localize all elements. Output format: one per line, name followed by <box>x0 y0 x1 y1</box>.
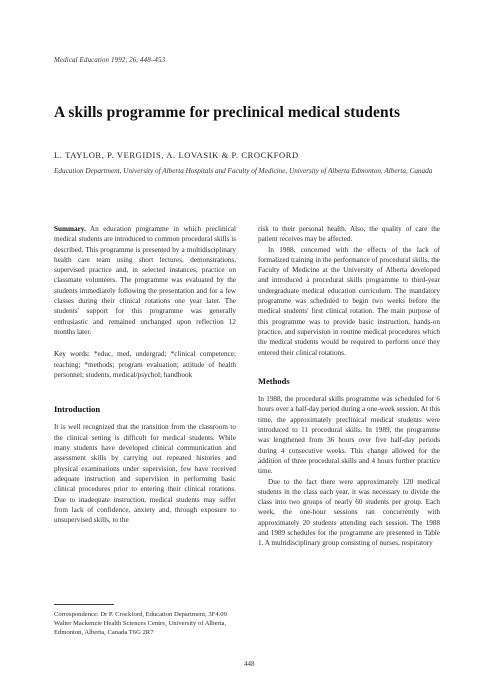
author-affiliation: Education Department, University of Alberta Hospitals and Faculty of Medicine, University of Alberta Edmonton, Alberta, Canada <box>54 167 433 175</box>
summary-text: An education programme in which preclinical medical students are introduced to common procedural skills is described. This programme is presented by a multidisciplinary health care team using short lectures, demonstrations, supervised practice and, in selected instances, practice on classmate volunteers. The programme was evaluated by the students immediately following the presentation and for a few classes during their clinical rotations one year later. The students' support for this programme was generally enthusiastic and remained unchanged upon reflection 12 months later. <box>54 225 236 336</box>
methods-paragraph-2: Due to the fact there were approximately 120 medical students in the class each year, it was necessary to divide the class into two groups of nearly 60 students per group. Each week, the one-hour sessions ran concurrently with approximately 20 students attending each session. The 1988 and 1989 schedules for the programme are presented in Table 1. A multidisciplinary group consisting of nurses, respiratory <box>258 477 440 548</box>
keywords-paragraph <box>54 349 236 380</box>
background-paragraph: In 1988, concerned with the effects of the lack of formalized training in the performance of procedural skills, the Faculty of Medicine at the University of Alberta developed and introduced a procedural skills programme to third-year undergraduate medical education curriculum. The mandatory programme was scheduled to begin two weeks before the medical students' first clinical rotation. The main purpose of this programme was to provide basic instruction, hands-on practice, and supervision in routine medical procedures which the medical students would be required to perform once they entered their clinical rotations. <box>258 245 440 357</box>
article-title: A skills programme for preclinical medical students <box>54 104 401 121</box>
correspondence-footnote: Correspondence: Dr P. Crockford, Education Department, 3F4.09 Walter Mackenzie Health Sciences Centre, University of Alberta, Edmonton, Alberta, Canada T6G 2R7 <box>54 611 227 636</box>
left-column <box>54 224 236 525</box>
right-column <box>258 224 440 549</box>
methods-heading: Methods <box>258 375 290 386</box>
methods-paragraph-1: In 1988, the procedural skills programme was scheduled for 6 hours over a half-day period during a one-week session. At this time, the approximately preclinical medical students were introduced to 11 procedural skills. In 1989, the programme was lengthened from 36 hours over five half-day periods during 4 consecutive weeks. This change allowed for the addition of three procedural skills and 4 hours further practice time. <box>258 395 440 476</box>
introduction-heading: Introduction <box>54 404 101 415</box>
keywords-label: Key words: <box>54 350 90 359</box>
summary-label: Summary. <box>54 225 86 233</box>
journal-citation: Medical Education 1992, 26, 448–453 <box>54 56 166 64</box>
keywords-text: *educ, med, undergrad; *clinical competence; teaching; *methods; program evaluation; attitude of health personnel; students, medical/psychol; handbook <box>54 350 236 379</box>
author-list: L. TAYLOR, P. VERGIDIS, A. LOVASIK & P. CROCKFORD <box>54 150 299 160</box>
continuation-paragraph: risk to their personal health. Also, the quality of care the patient receives may be affected. <box>258 225 440 244</box>
footnote-divider <box>54 604 114 605</box>
introduction-paragraph: It is well recognized that the transition from the classroom to the clinical setting is difficult for medical students. While many students have developed clinical communication and assessment skills by carrying out repeated histories and physical examinations under supervision, few have received adequate instruction and supervision in performing basic clinical procedures prior to entering their clinical rotations. Due to inadequate instruction, medical students may suffer from lack of confidence, anxiety and, through exposure to unsupervised skills, to the <box>54 423 236 525</box>
summary-paragraph <box>54 224 236 337</box>
page-number: 448 <box>244 660 255 668</box>
